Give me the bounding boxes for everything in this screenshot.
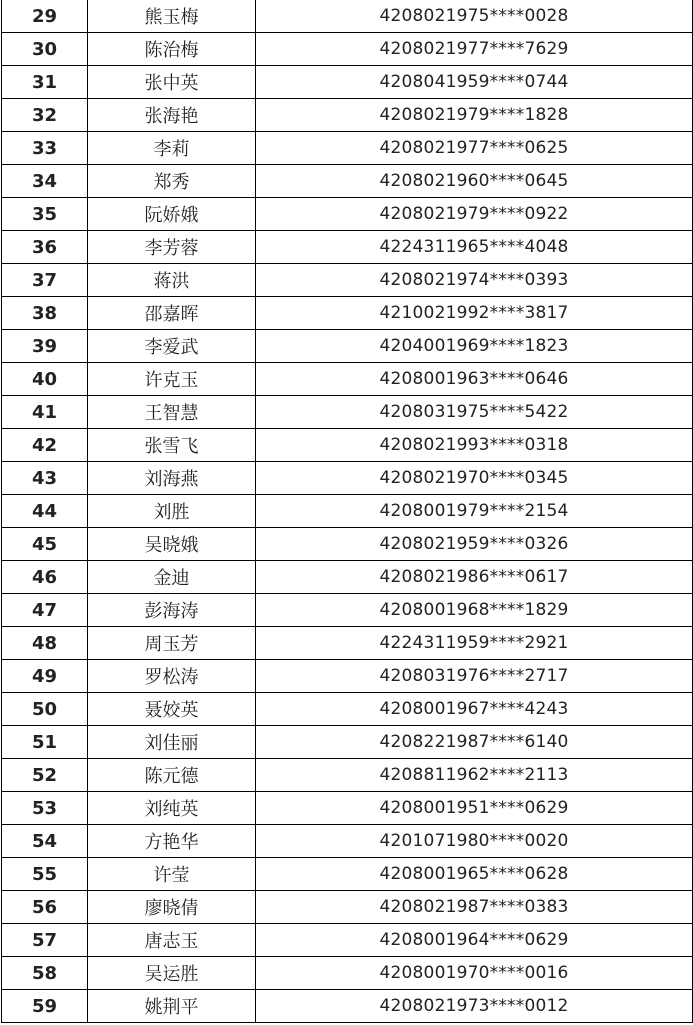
row-number-cell: 33: [2, 132, 88, 165]
row-number-cell: 41: [2, 396, 88, 429]
person-name-cell: 聂姣英: [88, 693, 256, 726]
id-number-cell: 4208021977****7629: [256, 33, 693, 66]
row-number-cell: 49: [2, 660, 88, 693]
row-number-cell: 51: [2, 726, 88, 759]
person-name-cell: 廖晓倩: [88, 891, 256, 924]
row-number-cell: 38: [2, 297, 88, 330]
id-number-cell: 4208001965****0628: [256, 858, 693, 891]
row-number-cell: 37: [2, 264, 88, 297]
id-number-cell: 4201071980****0020: [256, 825, 693, 858]
row-number-cell: 46: [2, 561, 88, 594]
person-name-cell: 罗松涛: [88, 660, 256, 693]
table-row: [2, 99, 693, 132]
table-row: [2, 561, 693, 594]
table-row: [2, 33, 693, 66]
person-name-cell: 张雪飞: [88, 429, 256, 462]
person-name-cell: 吴运胜: [88, 957, 256, 990]
person-name-cell: 金迪: [88, 561, 256, 594]
table-row: [2, 726, 693, 759]
table-row: [2, 363, 693, 396]
id-number-cell: 4208021979****1828: [256, 99, 693, 132]
row-number-cell: 55: [2, 858, 88, 891]
person-name-cell: 刘胜: [88, 495, 256, 528]
id-number-cell: 4208001968****1829: [256, 594, 693, 627]
person-name-cell: 李爱武: [88, 330, 256, 363]
row-number-cell: 36: [2, 231, 88, 264]
person-name-cell: 郑秀: [88, 165, 256, 198]
person-name-cell: 张中英: [88, 66, 256, 99]
id-number-cell: 4204001969****1823: [256, 330, 693, 363]
row-number-cell: 58: [2, 957, 88, 990]
row-number-cell: 59: [2, 990, 88, 1023]
row-number-cell: 34: [2, 165, 88, 198]
row-number-cell: 57: [2, 924, 88, 957]
id-number-cell: 4208001979****2154: [256, 495, 693, 528]
table-row: [2, 957, 693, 990]
table-row: [2, 693, 693, 726]
person-name-cell: 方艳华: [88, 825, 256, 858]
person-name-cell: 刘海燕: [88, 462, 256, 495]
table-row: [2, 792, 693, 825]
id-number-cell: 4208001963****0646: [256, 363, 693, 396]
table-row: [2, 660, 693, 693]
row-number-cell: 42: [2, 429, 88, 462]
table-row: [2, 462, 693, 495]
person-name-cell: 刘纯英: [88, 792, 256, 825]
row-number-cell: 32: [2, 99, 88, 132]
table-row: [2, 825, 693, 858]
row-number-cell: 47: [2, 594, 88, 627]
row-number-cell: 52: [2, 759, 88, 792]
id-number-cell: 4208021977****0625: [256, 132, 693, 165]
table-row: [2, 429, 693, 462]
table-row: [2, 231, 693, 264]
table-row: [2, 759, 693, 792]
table-row: [2, 990, 693, 1023]
table-row: [2, 891, 693, 924]
id-number-cell: 4208001964****0629: [256, 924, 693, 957]
row-number-cell: 48: [2, 627, 88, 660]
id-number-cell: 4208021975****0028: [256, 0, 693, 33]
row-number-cell: 43: [2, 462, 88, 495]
id-number-cell: 4208031976****2717: [256, 660, 693, 693]
id-number-cell: 4208021970****0345: [256, 462, 693, 495]
person-name-cell: 彭海涛: [88, 594, 256, 627]
table-row: [2, 924, 693, 957]
table-row: [2, 495, 693, 528]
roster-table: [1, 0, 693, 1023]
person-name-cell: 熊玉梅: [88, 0, 256, 33]
person-name-cell: 李芳蓉: [88, 231, 256, 264]
person-name-cell: 张海艳: [88, 99, 256, 132]
person-name-cell: 邵嘉晖: [88, 297, 256, 330]
row-number-cell: 35: [2, 198, 88, 231]
person-name-cell: 李莉: [88, 132, 256, 165]
row-number-cell: 44: [2, 495, 88, 528]
table-row: [2, 858, 693, 891]
row-number-cell: 40: [2, 363, 88, 396]
person-name-cell: 许莹: [88, 858, 256, 891]
row-number-cell: 30: [2, 33, 88, 66]
row-number-cell: 45: [2, 528, 88, 561]
roster-table-body: [2, 0, 693, 1023]
id-number-cell: 4208021974****0393: [256, 264, 693, 297]
id-number-cell: 4208001951****0629: [256, 792, 693, 825]
table-row: [2, 297, 693, 330]
table-row: [2, 0, 693, 33]
person-name-cell: 王智慧: [88, 396, 256, 429]
row-number-cell: 29: [2, 0, 88, 33]
table-row: [2, 594, 693, 627]
id-number-cell: 4208021973****0012: [256, 990, 693, 1023]
person-name-cell: 吴晓娥: [88, 528, 256, 561]
person-name-cell: 周玉芳: [88, 627, 256, 660]
row-number-cell: 50: [2, 693, 88, 726]
person-name-cell: 阮娇娥: [88, 198, 256, 231]
table-row: [2, 528, 693, 561]
id-number-cell: 4210021992****3817: [256, 297, 693, 330]
id-number-cell: 4208811962****2113: [256, 759, 693, 792]
id-number-cell: 4224311959****2921: [256, 627, 693, 660]
table-row: [2, 198, 693, 231]
person-name-cell: 唐志玉: [88, 924, 256, 957]
id-number-cell: 4208001967****4243: [256, 693, 693, 726]
id-number-cell: 4208021987****0383: [256, 891, 693, 924]
id-number-cell: 4208021993****0318: [256, 429, 693, 462]
table-row: [2, 264, 693, 297]
row-number-cell: 31: [2, 66, 88, 99]
id-number-cell: 4224311965****4048: [256, 231, 693, 264]
person-name-cell: 陈治梅: [88, 33, 256, 66]
row-number-cell: 39: [2, 330, 88, 363]
person-name-cell: 刘佳丽: [88, 726, 256, 759]
table-row: [2, 132, 693, 165]
row-number-cell: 56: [2, 891, 88, 924]
person-name-cell: 许克玉: [88, 363, 256, 396]
table-row: [2, 396, 693, 429]
id-number-cell: 4208021960****0645: [256, 165, 693, 198]
id-number-cell: 4208041959****0744: [256, 66, 693, 99]
table-row: [2, 627, 693, 660]
id-number-cell: 4208021959****0326: [256, 528, 693, 561]
id-number-cell: 4208021986****0617: [256, 561, 693, 594]
table-row: [2, 330, 693, 363]
id-number-cell: 4208221987****6140: [256, 726, 693, 759]
person-name-cell: 蒋洪: [88, 264, 256, 297]
table-row: [2, 165, 693, 198]
row-number-cell: 53: [2, 792, 88, 825]
person-name-cell: 陈元德: [88, 759, 256, 792]
table-row: [2, 66, 693, 99]
id-number-cell: 4208021979****0922: [256, 198, 693, 231]
person-name-cell: 姚荆平: [88, 990, 256, 1023]
id-number-cell: 4208001970****0016: [256, 957, 693, 990]
id-number-cell: 4208031975****5422: [256, 396, 693, 429]
row-number-cell: 54: [2, 825, 88, 858]
